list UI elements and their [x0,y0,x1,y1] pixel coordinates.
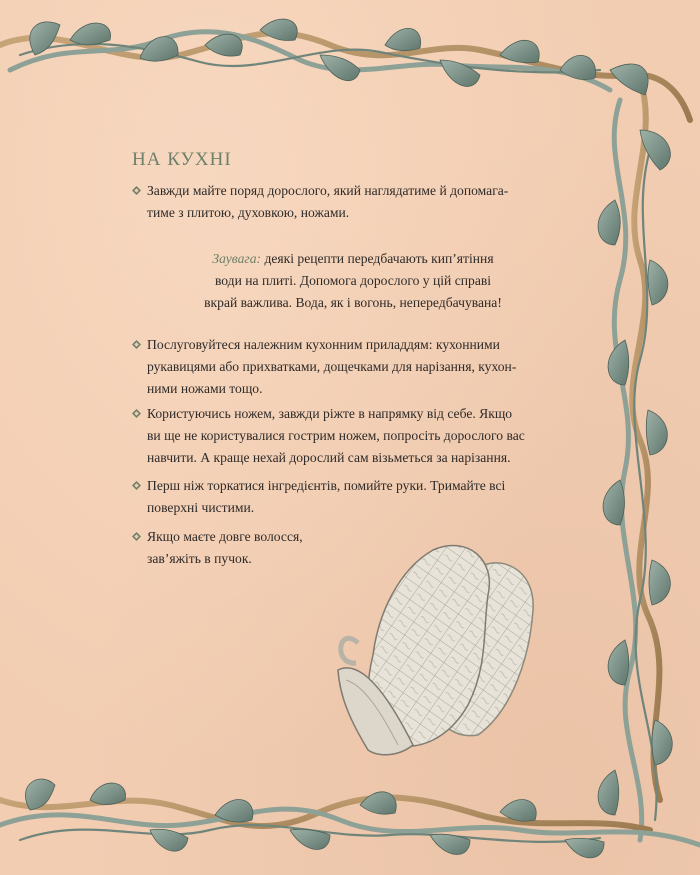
diamond-bullet-icon [132,481,141,490]
rule-line: Перш ніж торкатися інгредієнтів, помийте руки. Тримайте всі [147,478,506,493]
rule-line: Послуговуйтеся належним кухонним приладдям: кухонними [147,337,500,352]
rule-text [132,403,562,469]
note-line: вкрай важлива. Вода, як і вогонь, непередбачувана! [204,295,502,310]
page-title: НА КУХНІ [132,149,232,170]
rule-line: ними ножами тощо. [147,381,263,396]
oven-mitt-illustration [318,535,558,760]
rule-item [132,180,562,224]
note-label: Заувага: [212,251,262,266]
diamond-bullet-icon [132,532,141,541]
rule-text [132,334,562,400]
note-line: деякі рецепти передбачають кип’ятіння [264,251,494,266]
rule-line: Користуючись ножем, завжди ріжте в напрямку від себе. Якщо [147,406,513,421]
diamond-bullet-icon [132,340,141,349]
rule-line: зав’яжіть в пучок. [147,551,252,566]
rule-line: Якщо маєте довге волосся, [147,529,303,544]
diamond-bullet-icon [132,186,141,195]
rule-line: навчити. А краще нехай дорослий сам візьметься за нарізання. [147,450,511,465]
rule-item [132,475,562,519]
rule-item [132,403,562,469]
rule-line: тиме з плитою, духовкою, ножами. [147,205,350,220]
mitt-loop [341,638,358,663]
rule-line: поверхні чистими. [147,500,255,515]
rule-text [132,475,562,519]
right-vine [614,80,660,840]
rule-line: рукавицями або прихватками, дощечками для нарізання, кухон- [147,359,517,374]
rule-item [132,334,562,400]
diamond-bullet-icon [132,409,141,418]
rule-text [132,180,562,224]
note-line: води на плиті. Допомога дорослого у цій справі [214,273,492,288]
rule-line: Завжди майте поряд дорослого, який наглядатиме й допомага- [147,183,509,198]
rule-line: ви ще не користувалися гострим ножем, попросіть дорослого вас [147,428,525,443]
note-block [168,248,538,314]
